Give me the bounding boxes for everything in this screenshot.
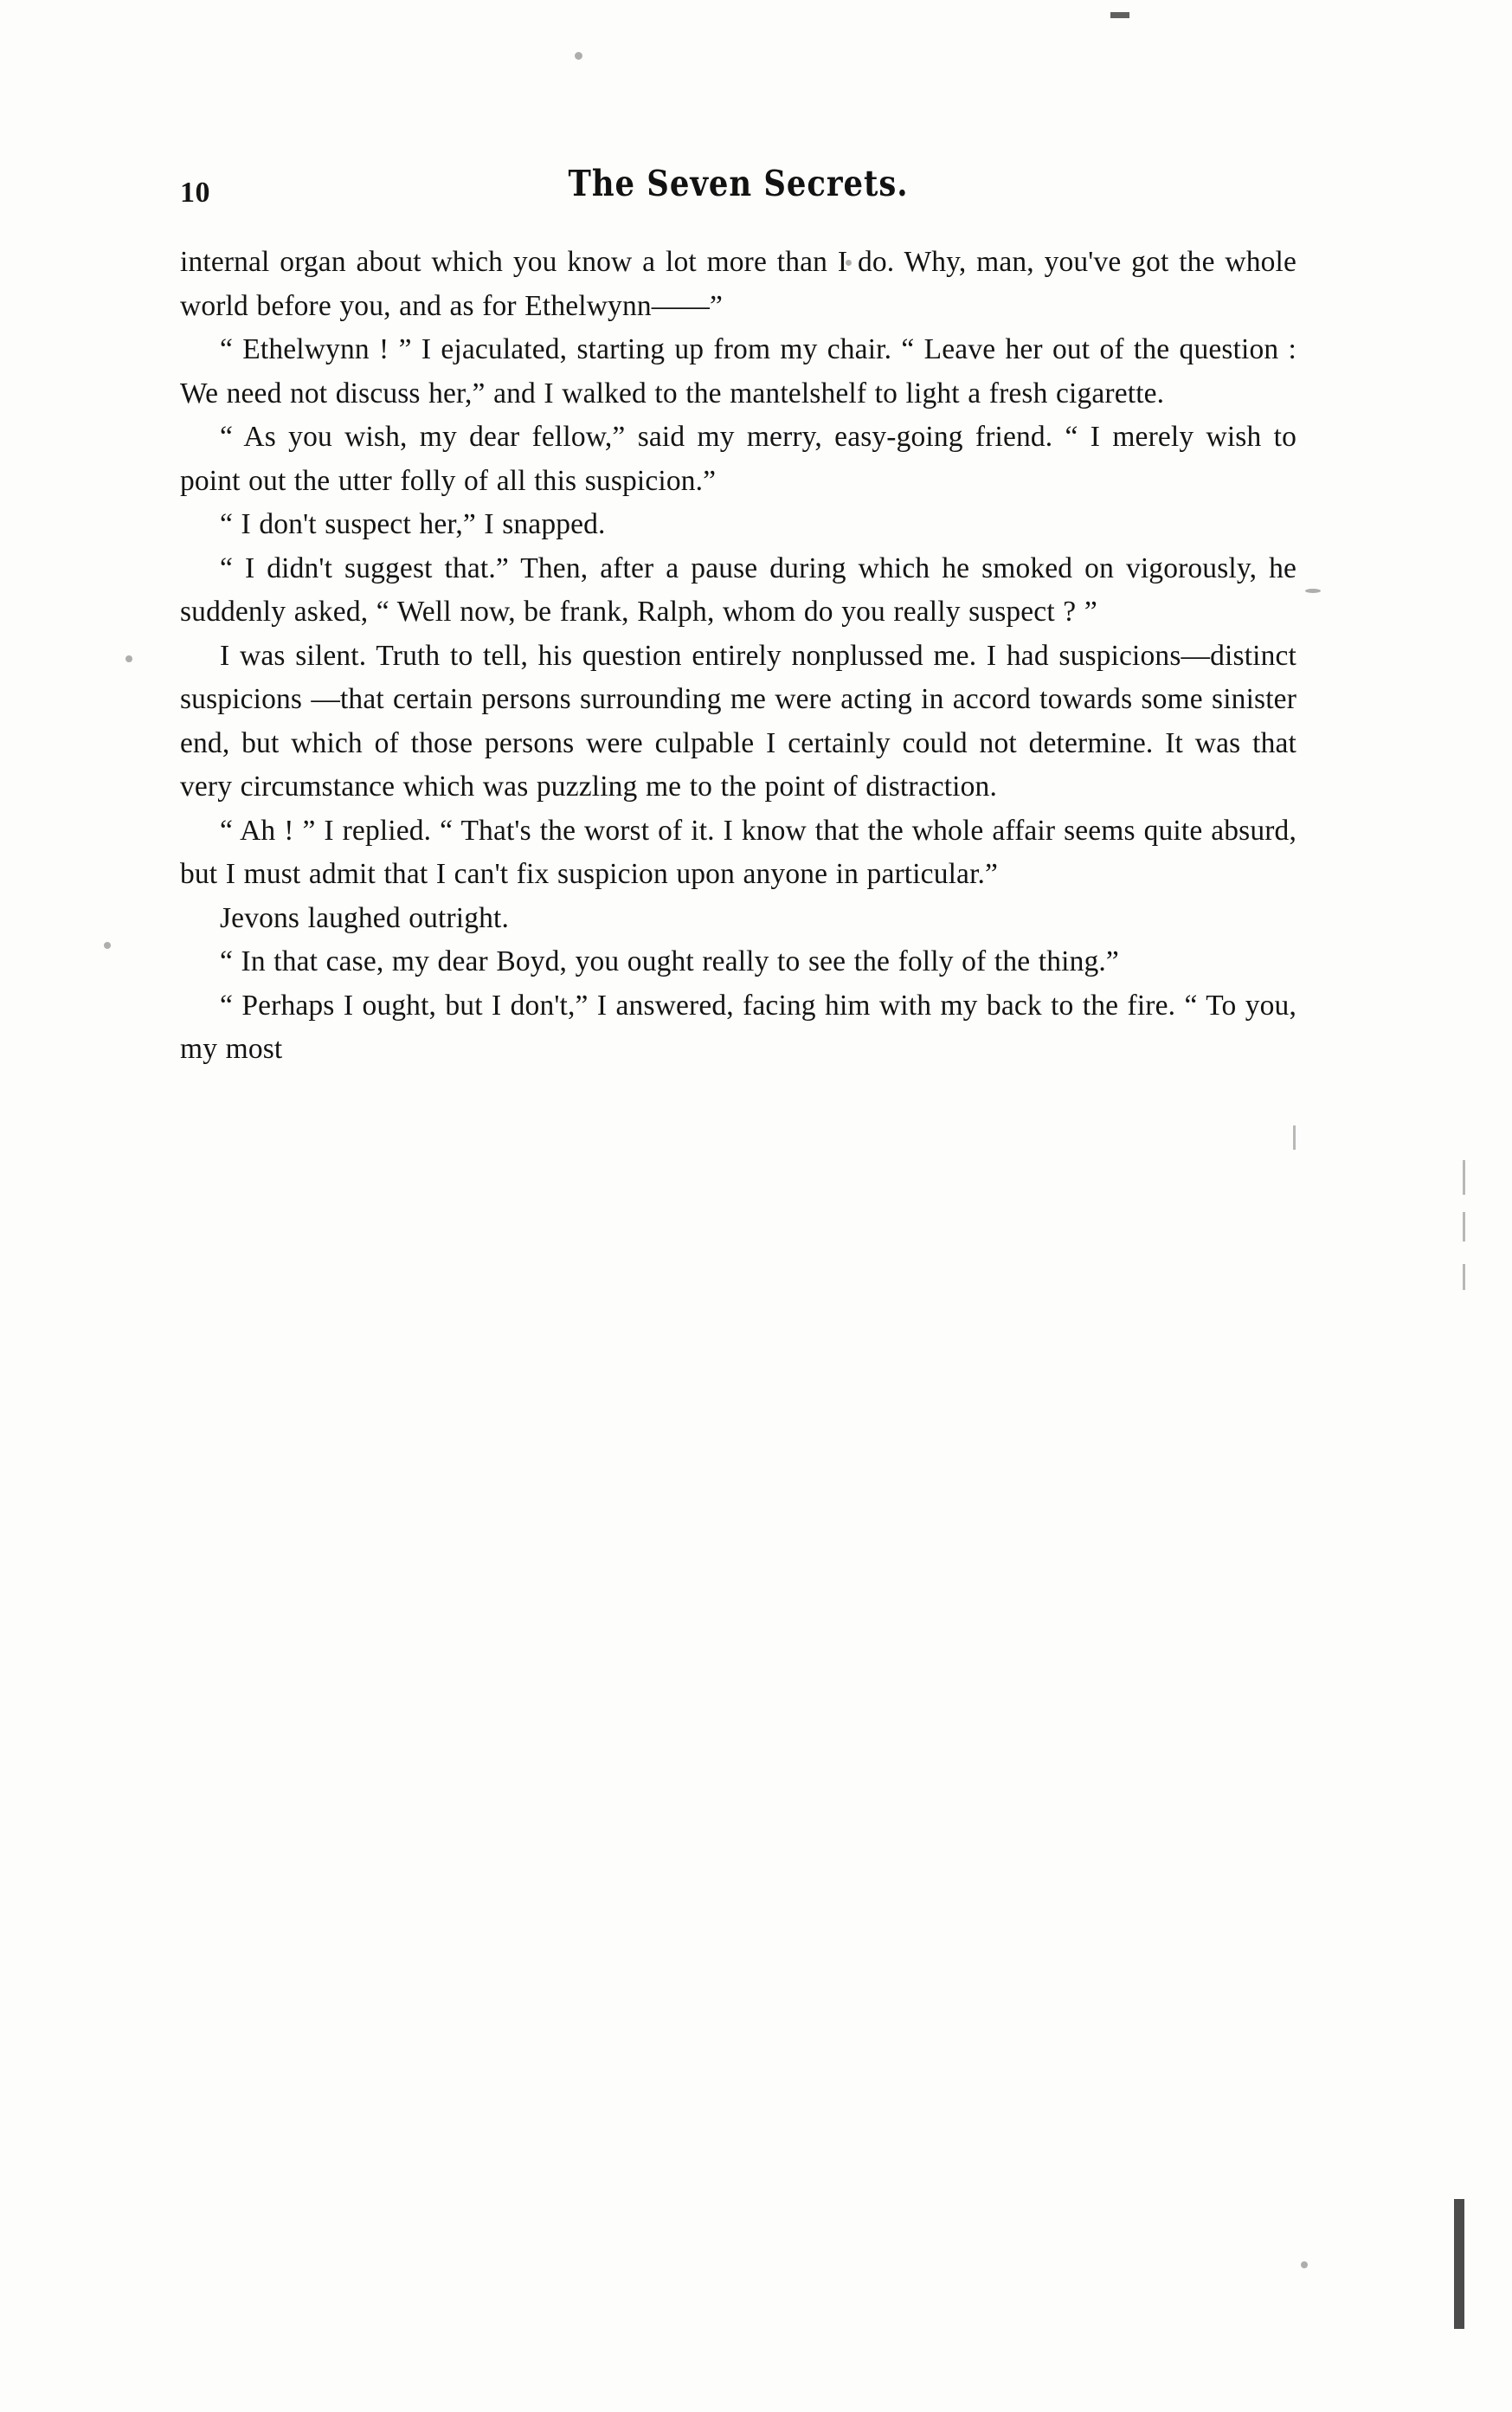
page-edge-shadow — [1454, 2199, 1464, 2329]
paragraph: “ I don't suspect her,” I snapped. — [220, 508, 606, 540]
margin-tick — [1463, 1212, 1465, 1241]
page-content — [180, 147, 1296, 1072]
margin-tick — [1293, 1125, 1296, 1150]
page-number: 10 — [180, 177, 210, 209]
running-head — [180, 147, 1296, 225]
paragraph: internal organ about which you know a lot more than I do. Why, man, you've got the whole world before you, and as for Ethelwynn——” — [180, 246, 1296, 322]
scan-speck — [125, 655, 132, 662]
body-text — [180, 241, 1296, 1072]
paragraph: “ As you wish, my dear fellow,” said my merry, easy-going friend. “ I merely wish to point out the utter folly of all this suspicion.” — [180, 421, 1296, 497]
paragraph: “ I didn't suggest that.” Then, after a pause during which he smoked on vigorously, he suddenly asked, “ Well now, be frank, Ralph, whom do you really suspect ? ” — [180, 551, 1296, 628]
paragraph: “ In that case, my dear Boyd, you ought really to see the folly of the thing.” — [220, 945, 1119, 977]
paragraph: “ Ah ! ” I replied. “ That's the worst of it. I know that the whole affair seems quite absurd, but I must admit that I can't fix suspicion upon anyone in particular.” — [180, 814, 1296, 890]
paragraph: I was silent. Truth to tell, his question entirely nonplussed me. I had suspicions—distinct suspicions —that certain persons surrounding me were acting in accord towards some sinister end, but which of those persons were culpable I certainly could not determine. It was that very circumstance which was puzzling me to the point of distraction. — [180, 639, 1296, 803]
paragraph: “ Ethelwynn ! ” I ejaculated, starting up from my chair. “ Leave her out of the question : We need not discuss her,” and I walked to the mantelshelf to light a fresh cigarette. — [180, 333, 1296, 410]
scan-speck — [575, 52, 582, 60]
scan-speck — [1301, 2261, 1308, 2268]
paragraph: Jevons laughed outright. — [220, 901, 510, 934]
running-title: The Seven Secrets. — [568, 163, 909, 204]
scan-speck — [1305, 589, 1321, 593]
paragraph: “ Perhaps I ought, but I don't,” I answered, facing him with my back to the fire. “ To you, my most — [180, 989, 1296, 1065]
margin-tick — [1463, 1264, 1465, 1290]
page-edge-mark-top — [1110, 12, 1129, 18]
margin-tick — [1463, 1160, 1465, 1195]
scan-speck — [104, 942, 111, 949]
